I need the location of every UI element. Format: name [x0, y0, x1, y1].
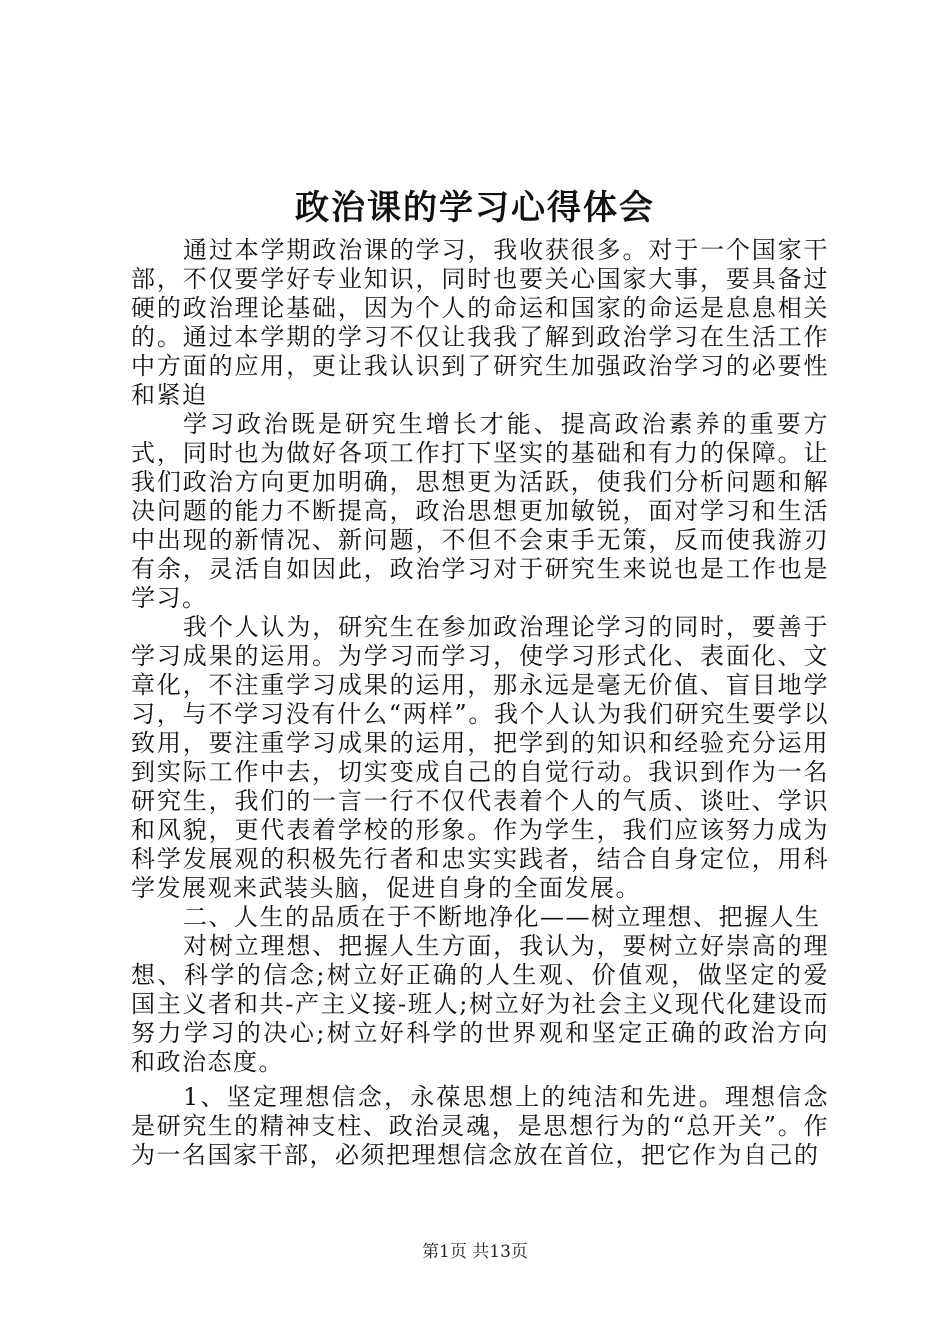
paragraph: 1、坚定理想信念，永葆思想上的纯洁和先进。理想信念是研究生的精神支柱、政治灵魂，是思想行为的“总开关”。作为一名国家干部，必须把理想信念放在首位，把它作为自己的 [131, 1083, 829, 1169]
paragraph: 通过本学期政治课的学习，我收获很多。对于一个国家干部，不仅要学好专业知识，同时也要关心国家大事，要具备过硬的政治理论基础，因为个人的命运和国家的命运是息息相关的。通过本学期的学习不仅让我我了解到政治学习在生活工作中方面的应用，更让我认识到了研究生加强政治学习的必要性和紧迫 [131, 236, 829, 409]
document-body [131, 236, 829, 1170]
paragraph: 学习政治既是研究生增长才能、提高政治素养的重要方式，同时也为做好各项工作打下坚实的基础和有力的保障。让我们政治方向更加明确，思想更为活跃，使我们分析问题和解决问题的能力不断提高，政治思想更加敏锐，面对学习和生活中出现的新情况、新问题，不但不会束手无策，反而使我游刃有余，灵活自如因此，政治学习对于研究生来说也是工作也是学习。 [131, 410, 829, 612]
page-number-footer: 第1页 共13页 [422, 1242, 528, 1262]
paragraph: 我个人认为，研究生在参加政治理论学习的同时，要善于学习成果的运用。为学习而学习，使学习形式化、表面化、文章化，不注重学习成果的运用，那永远是毫无价值、盲目地学习，与不学习没有什么“两样”。我个人认为我们研究生要学以致用，要注重学习成果的运用，把学到的知识和经验充分运用到实际工作中去，切实变成自己的自觉行动。我识到作为一名研究生，我们的一言一行不仅代表着个人的气质、谈吐、学识和风貌，更代表着学校的形象。作为学生，我们应该努力成为科学发展观的积极先行者和忠实实践者，结合自身定位，用科学发展观来武装头脑，促进自身的全面发展。 [131, 613, 829, 902]
section-heading: 二、人生的品质在于不断地净化——树立理想、把握人生 [183, 903, 821, 931]
document-title: 政治课的学习心得体会 [295, 188, 655, 228]
paragraph: 对树立理想、把握人生方面，我认为，要树立好崇高的理想、科学的信念;树立好正确的人生观、价值观，做坚定的爱国主义者和共-产主义接-班人;树立好为社会主义现代化建设而努力学习的决心;树立好科学的世界观和坚定正确的政治方向和政治态度。 [131, 932, 829, 1076]
